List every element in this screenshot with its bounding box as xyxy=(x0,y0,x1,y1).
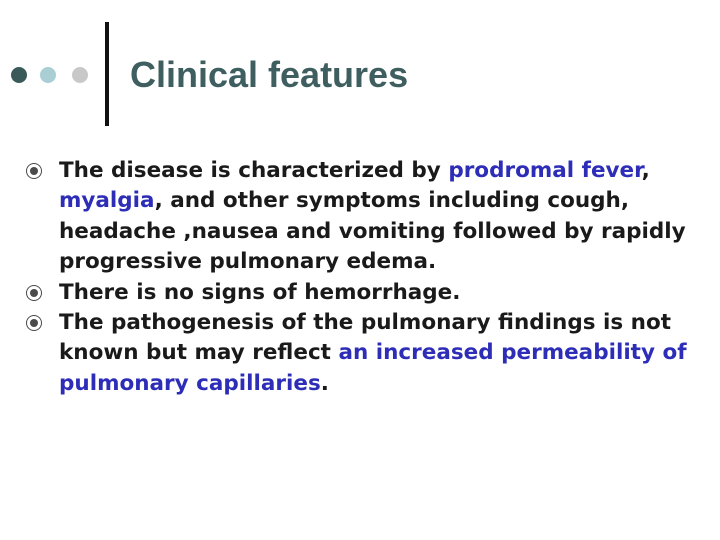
header-divider xyxy=(105,22,109,126)
bullet-item-3 xyxy=(30,308,705,399)
bullet-1-comma: , xyxy=(641,158,650,183)
target-bullet-icon xyxy=(26,163,42,179)
bullet-3-period: . xyxy=(320,370,329,396)
bullet-item-1 xyxy=(30,156,705,278)
bullet-2-text: There is no signs of hemorrhage. xyxy=(59,279,461,305)
slide-title: Clinical features xyxy=(130,54,409,95)
bullet-1-highlight-myalgia: myalgia xyxy=(59,188,155,214)
bullet-1-highlight-fever: prodromal fever xyxy=(448,158,642,183)
bullet-item-2 xyxy=(30,278,705,308)
bullet-3-highlight-permeability: an increased permeability of pulmonary capillaries xyxy=(59,340,687,396)
bullet-1-text: The disease is characterized by xyxy=(59,158,449,183)
target-bullet-icon xyxy=(26,315,42,331)
header-dot-dark xyxy=(11,67,27,83)
header-dot-gray xyxy=(72,67,88,83)
target-bullet-icon xyxy=(26,285,42,301)
bullet-list xyxy=(30,156,705,399)
bullet-1-text-rest: , and other symptoms including cough, headache ,nausea and vomiting followed by rapidly progressive pulmonary edema. xyxy=(59,188,686,275)
header-dot-light-blue xyxy=(40,67,56,83)
bullet-3-text: The pathogenesis of the pulmonary findings is not known but may reflect xyxy=(59,310,672,366)
